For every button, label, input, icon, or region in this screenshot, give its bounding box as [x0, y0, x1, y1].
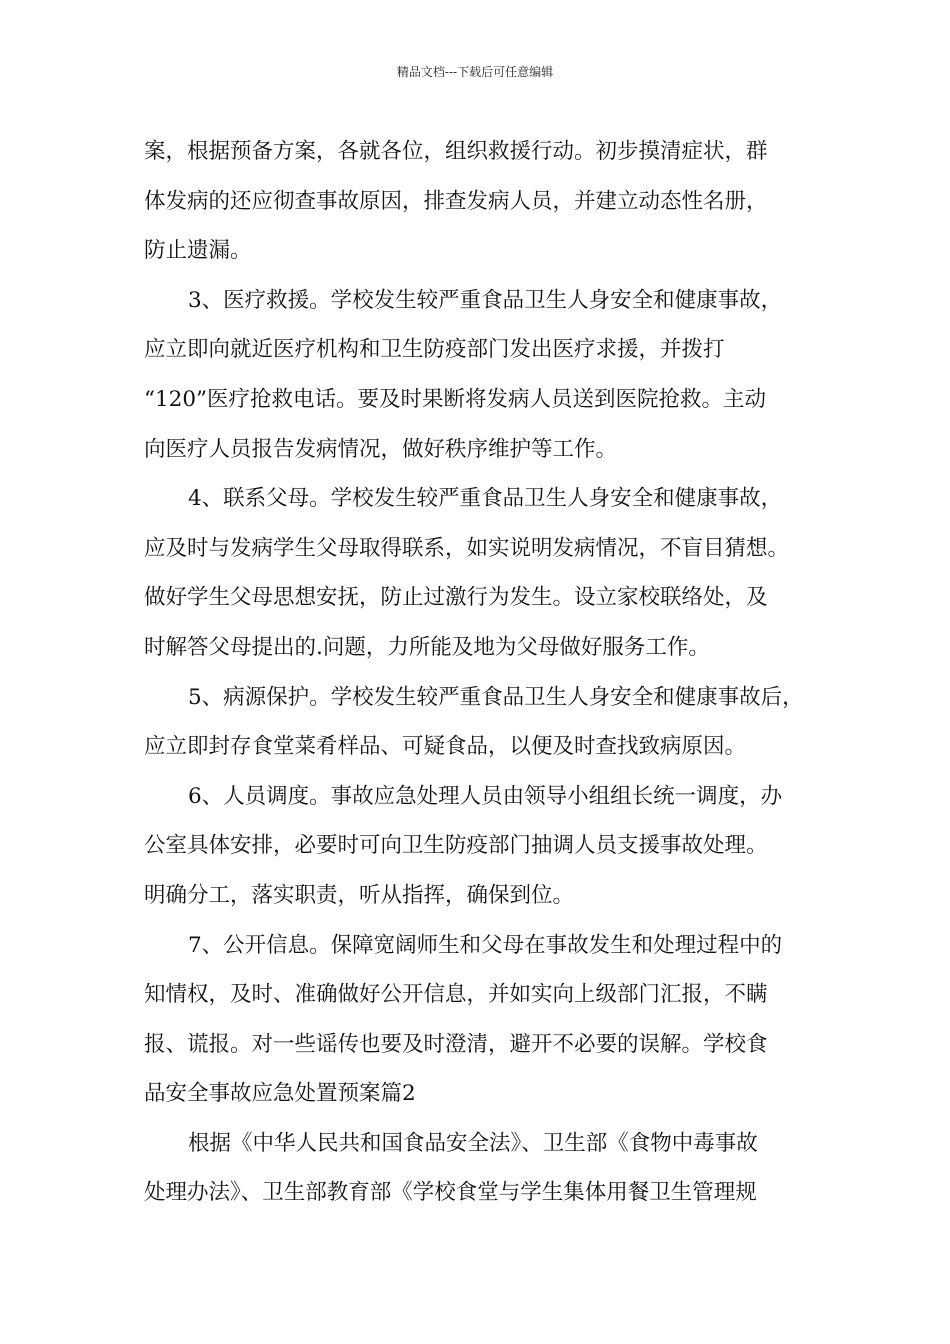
- paragraph-start-line: 7、公开信息。保障宽阔师生和父母在事故发生和处理过程中的: [188, 932, 783, 958]
- document-body: [144, 130, 812, 1221]
- paragraph-start-line: 4、联系父母。学校发生较严重食品卫生人身安全和健康事故，: [188, 486, 783, 512]
- text-line: 报、谎报。对一些谣传也要及时澄清，避开不必要的误解。学校食: [144, 1031, 768, 1057]
- page-header: 精品文档---下载后可任意编辑: [396, 65, 554, 79]
- text-line: 案，根据预备方案，各就各位，组织救援行动。初步摸清症状，群: [144, 139, 768, 164]
- text-line: 向医疗人员报告发病情况，做好秩序维护等工作。: [144, 436, 618, 462]
- paragraph-start-line: 6、人员调度。事故应急处理人员由领导小组组长统一调度，办: [188, 783, 783, 809]
- text-line: 应立即封存食堂菜肴样品、可疑食品，以便及时查找致病原因。: [144, 734, 747, 760]
- text-line: 明确分工，落实职责，听从指挥，确保到位。: [144, 882, 575, 908]
- text-line: “120”医疗抢救电话。要及时果断将发病人员送到医院抢救。主动: [144, 386, 767, 412]
- text-line: 做好学生父母思想安抚，防止过激行为发生。设立家校联络处，及: [144, 585, 768, 611]
- text-line: 处理办法》、卫生部教育部《学校食堂与学生集体用餐卫生管理规: [144, 1180, 757, 1206]
- text-line: 品安全事故应急处置预案篇2: [144, 1081, 416, 1107]
- paragraph-start-line: 5、病源保护。学校发生较严重食品卫生人身安全和健康事故后，: [188, 684, 804, 710]
- text-line: 知情权，及时、准确做好公开信息，并如实向上级部门汇报，不瞒: [144, 982, 768, 1008]
- paragraph-start-line: 3、医疗救援。学校发生较严重食品卫生人身安全和健康事故，: [188, 287, 783, 313]
- paragraph-start-line: 根据《中华人民共和国食品安全法》、卫生部《食物中毒事故: [188, 1130, 758, 1156]
- text-line: 应立即向就近医疗机构和卫生防疫部门发出医疗求援，并拨打: [144, 337, 725, 363]
- text-line: 时解答父母提出的.问题，力所能及地为父母做好服务工作。: [144, 634, 710, 660]
- text-line: 体发病的还应彻查事故原因，排查发病人员，并建立动态性名册，: [144, 188, 768, 214]
- text-line: 公室具体安排，必要时可向卫生防疫部门抽调人员支援事故处理。: [144, 833, 768, 859]
- text-line: 应及时与发病学生父母取得联系，如实说明发病情况，不盲目猜想。: [144, 535, 790, 561]
- text-line: 防止遗漏。: [144, 238, 252, 264]
